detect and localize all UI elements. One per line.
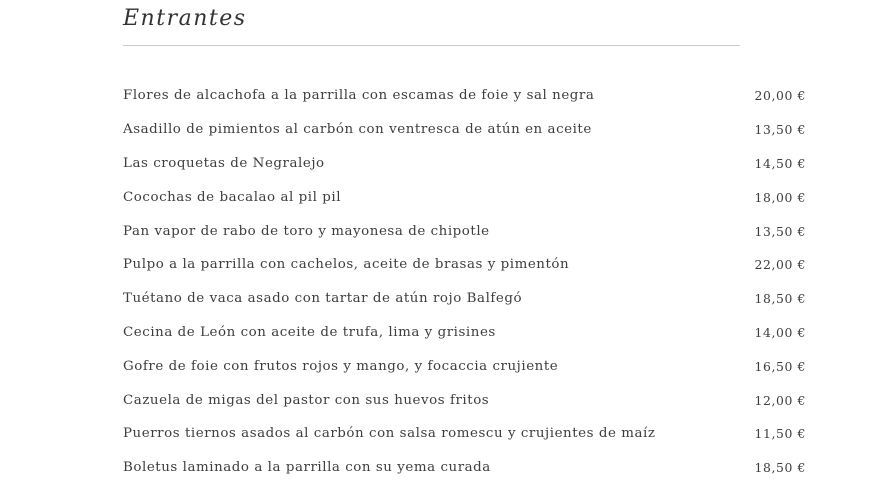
menu-item	[123, 417, 806, 451]
dish-price: 14,00 €	[754, 324, 806, 340]
dish-price: 14,50 €	[754, 155, 806, 171]
dish-name: Tuétano de vaca asado con tartar de atún rojo Balfegó	[123, 291, 523, 307]
menu-item	[123, 282, 806, 316]
dish-price: 11,50 €	[754, 426, 806, 442]
dish-price: 18,00 €	[754, 189, 806, 205]
dish-name: Boletus laminado a la parrilla con su yema curada	[123, 460, 491, 476]
menu-item	[123, 316, 806, 350]
menu-item	[123, 147, 806, 181]
dish-price: 18,50 €	[754, 460, 806, 476]
menu-item	[123, 79, 806, 113]
menu-list	[123, 79, 806, 485]
dish-name: Puerros tiernos asados al carbón con salsa romescu y crujientes de maíz	[123, 426, 656, 442]
menu-item	[123, 349, 806, 383]
menu-item	[123, 383, 806, 417]
dish-price: 13,50 €	[754, 122, 806, 138]
dish-name: Las croquetas de Negralejo	[123, 155, 325, 171]
dish-price: 20,00 €	[754, 88, 806, 104]
section-title: Entrantes	[123, 6, 247, 31]
dish-name: Cazuela de migas del pastor con sus huevos fritos	[123, 392, 490, 408]
dish-name: Gofre de foie con frutos rojos y mango, y focaccia crujiente	[123, 358, 559, 374]
dish-name: Pulpo a la parrilla con cachelos, aceite de brasas y pimentón	[123, 257, 570, 273]
dish-price: 16,50 €	[754, 358, 806, 374]
menu-item	[123, 214, 806, 248]
dish-price: 18,50 €	[754, 291, 806, 307]
dish-name: Pan vapor de rabo de toro y mayonesa de chipotle	[123, 223, 490, 239]
menu-item	[123, 113, 806, 147]
menu-item	[123, 180, 806, 214]
menu-item	[123, 248, 806, 282]
dish-price: 12,00 €	[754, 392, 806, 408]
dish-name: Asadillo de pimientos al carbón con ventresca de atún en aceite	[123, 122, 592, 138]
dish-name: Cecina de León con aceite de trufa, lima y grisines	[123, 324, 496, 340]
dish-name: Flores de alcachofa a la parrilla con escamas de foie y sal negra	[123, 88, 595, 104]
section-divider	[123, 45, 740, 46]
dish-name: Cocochas de bacalao al pil pil	[123, 189, 342, 205]
menu-item	[123, 451, 806, 485]
dish-price: 22,00 €	[754, 257, 806, 273]
dish-price: 13,50 €	[754, 223, 806, 239]
